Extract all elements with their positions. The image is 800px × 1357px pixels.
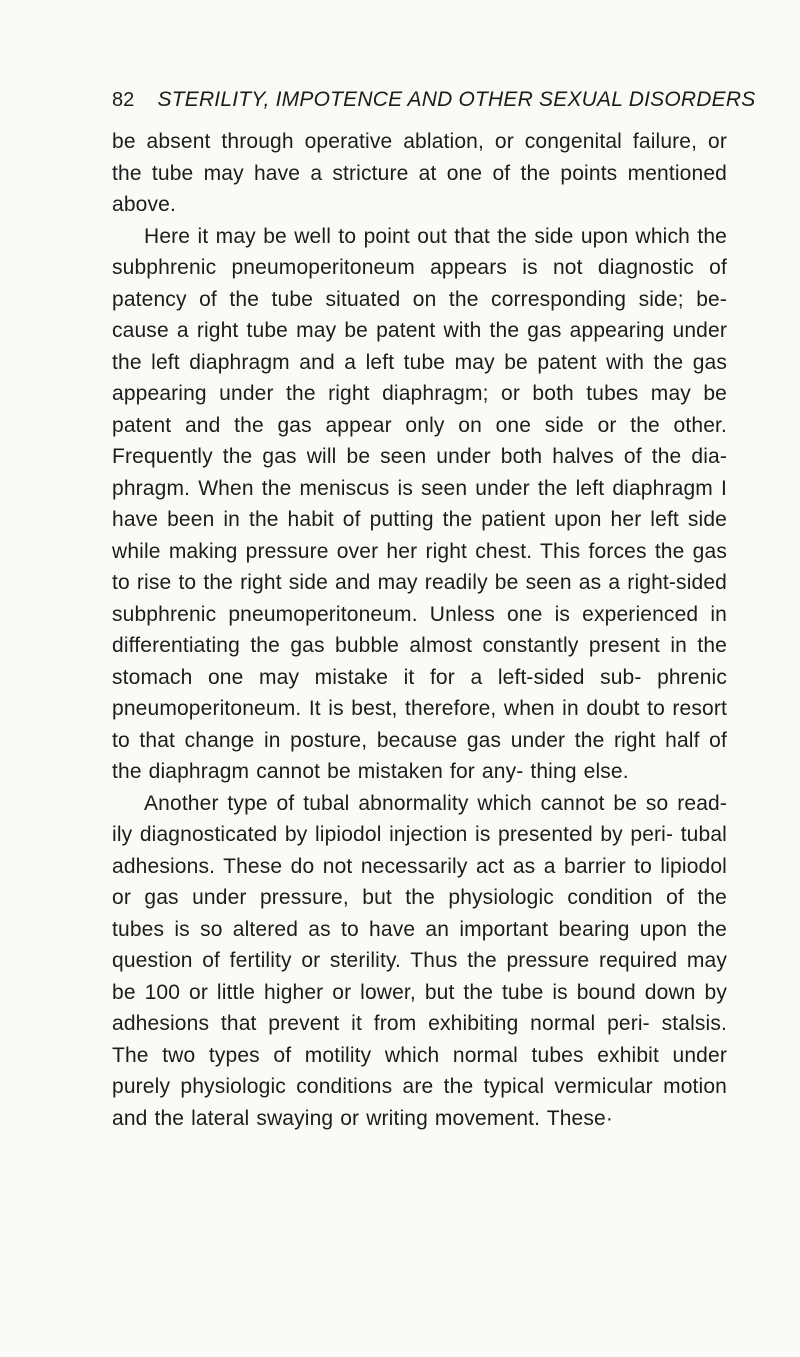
paragraph-pneumoperitoneum: Here it may be well to point out that the side upon which the subphrenic pneumoperitoneum appears is not diagnostic of patency of the tube situated on the corresponding side; be- cause a right tube may be patent with the gas appearing under the left diaphragm and a left tube may be patent with the gas appearing under the right diaphragm; or both tubes may be patent and the gas appear only on one side or the other. Frequently the gas will be seen under both halves of the dia- phragm. When the meniscus is seen under the left diaphragm I have been in the habit of putting the patient upon her left side while making pressure over her right chest. This forces the gas to rise to the right side and may readily be seen as a right-sided subphrenic pneumoperitoneum. Unless one is experienced in differentiating the gas bubble almost constantly present in the stomach one may mistake it for a left-sided sub- phrenic pneumoperitoneum. It is best, therefore, when in doubt to resort to that change in posture, because gas under the right half of the diaphragm cannot be mistaken for any- thing else.	[112, 224, 727, 783]
running-title: STERILITY, IMPOTENCE AND OTHER SEXUAL DISORDERS	[157, 88, 756, 111]
running-header	[112, 84, 756, 114]
body-text	[112, 126, 727, 1134]
page-number: 82	[112, 89, 135, 111]
paragraph-peritubal-adhesions: Another type of tubal abnormality which cannot be so read- ily diagnosticated by lipiodol injection is presented by peri- tubal adhesions. These do not necessarily act as a barrier to lipiodol or gas under pressure, but the physiologic condition of the tubes is so altered as to have an important bearing upon the question of fertility or sterility. Thus the pressure required may be 100 or little higher or lower, but the tube is bound down by adhesions that prevent it from exhibiting normal peri- stalsis. The two types of motility which normal tubes exhibit under purely physiologic conditions are the typical vermicular motion and the lateral swaying or writing movement. These·	[112, 791, 727, 1130]
paragraph-continued: be absent through operative ablation, or congenital failure, or the tube may have a stricture at one of the points mentioned above.	[112, 130, 727, 216]
